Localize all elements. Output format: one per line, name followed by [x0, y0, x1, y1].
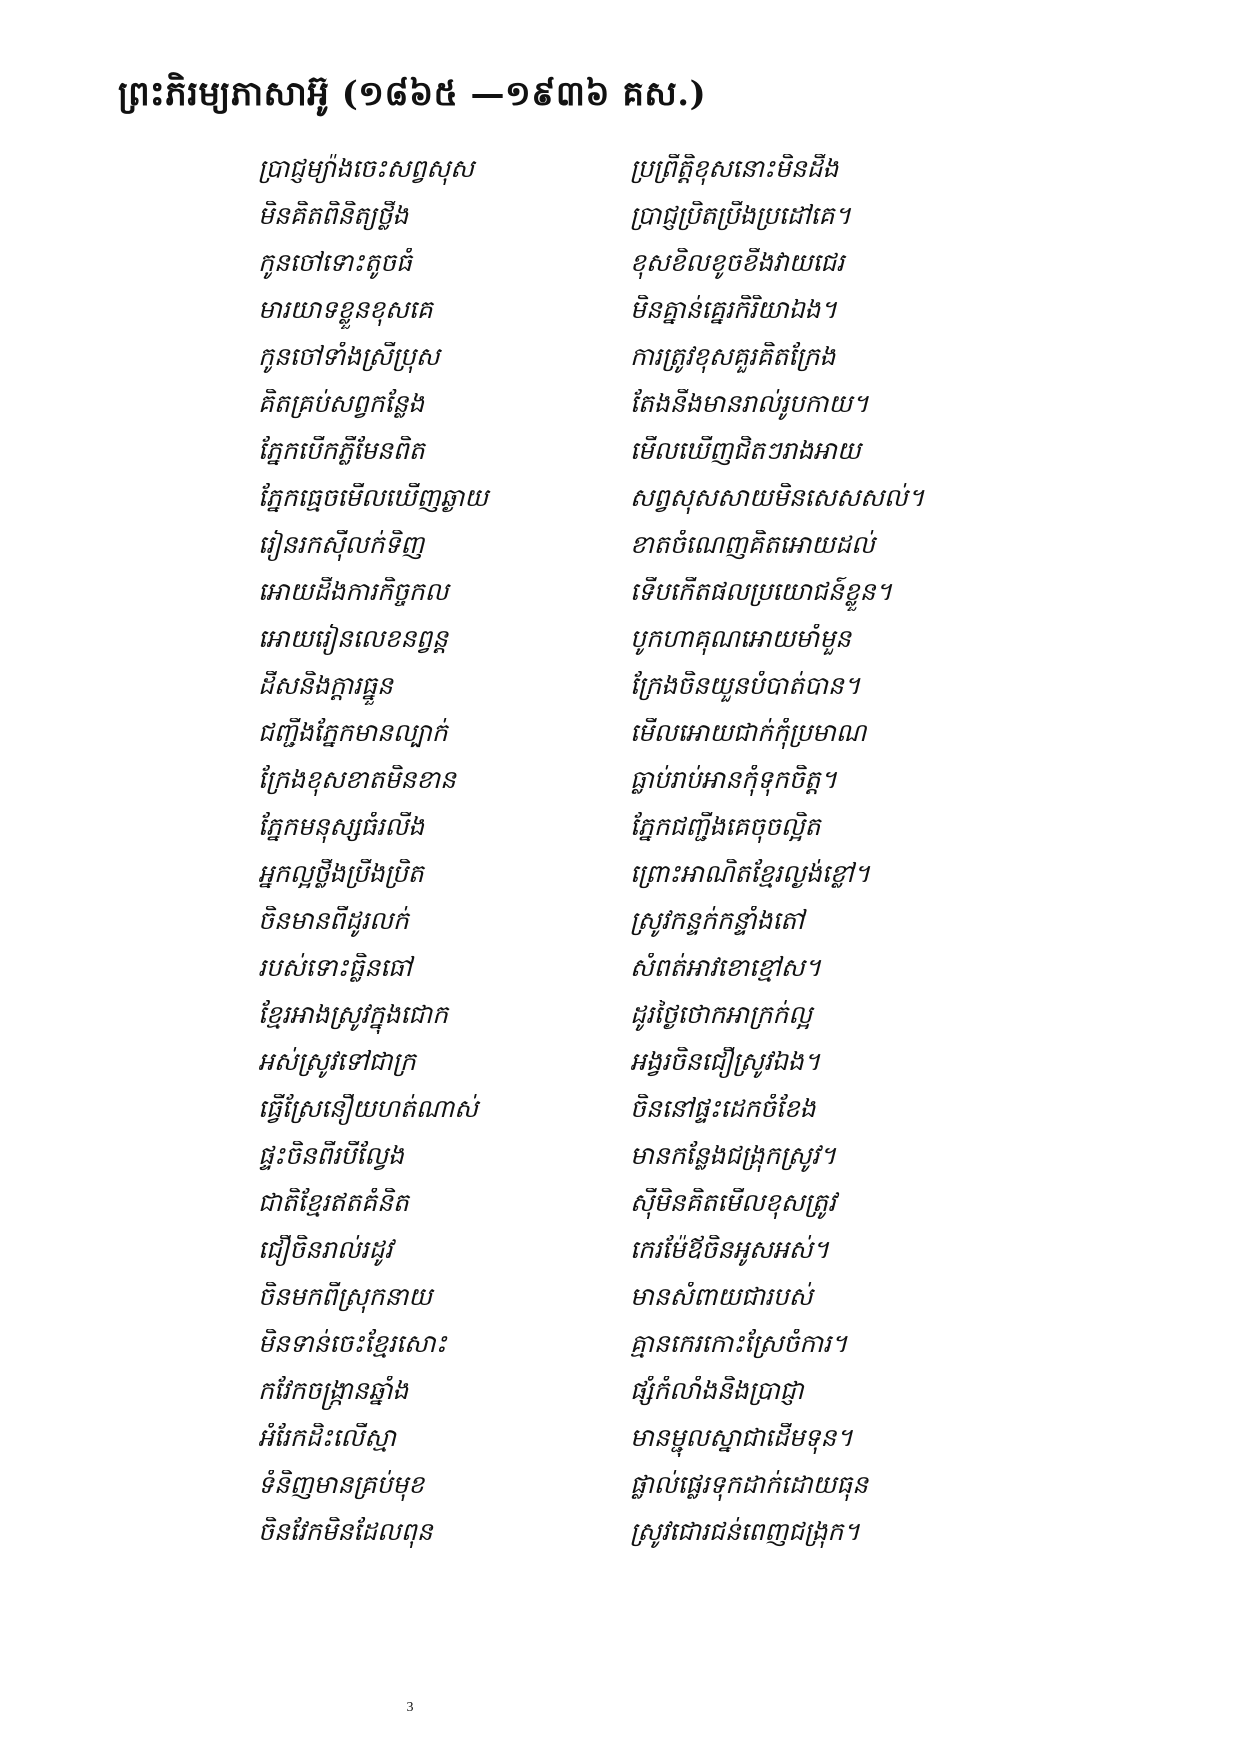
- verse-second-half: គ្មានកេរកោះស្រែចំការ។: [630, 1328, 848, 1358]
- page-title: ព្រះភិរម្យភាសាអ៊ូ (១៨៦៥ —១៩៣៦ គស.): [118, 74, 707, 114]
- verse-second-half: ខុសខិលខូចខឹងវាយជេរ: [630, 247, 845, 277]
- verse-second-half: សំពត់អាវខោខ្មៅស។: [630, 952, 822, 982]
- page-number: 3: [406, 1700, 414, 1715]
- verse-first-half: ចិនវែកមិនដែលពុន: [258, 1516, 433, 1546]
- verse-first-half: អំរែកដិះលើស្មា: [258, 1422, 396, 1452]
- verse-second-half: បូកហាគុណអោយមាំមួន: [630, 623, 851, 653]
- verse-line: [258, 1276, 978, 1323]
- verse-line: [258, 994, 978, 1041]
- verse-second-half: ប្រព្រឹត្តិខុសនោះមិនដឹង: [630, 153, 839, 183]
- verse-second-half: ស្រូវកន្ទក់កន្ទាំងតៅ: [630, 905, 805, 935]
- verse-second-half: ខាតចំណេញគិតអោយដល់: [630, 529, 875, 559]
- verse-second-half: ស្រូវជោរជន់ពេញជង្រុក។: [630, 1516, 860, 1546]
- verse-line: [258, 1041, 978, 1088]
- verse-second-half: សព្វសុសសាយមិនសេសសល់។: [630, 482, 925, 512]
- verse-line: [258, 571, 978, 618]
- verse-line: [258, 853, 978, 900]
- verse-second-half: ដូរថ្ងៃថោកអាក្រក់ល្អ: [630, 999, 813, 1029]
- verse-line: [258, 477, 978, 524]
- verse-first-half: មិនគិតពិនិត្យថ្លឹង: [258, 200, 409, 230]
- verse-second-half: អង្វរចិនជឿស្រូវឯង។: [630, 1046, 821, 1076]
- verse-line: [258, 1229, 978, 1276]
- verse-second-half: មានកន្លែងជង្រុកស្រូវ។: [630, 1140, 836, 1170]
- verse-line: [258, 947, 978, 994]
- verse-second-half: មានសំពាយជារបស់: [630, 1281, 813, 1311]
- verse-second-half: ផ្សំកំលាំងនិងប្រាជ្ញា: [630, 1375, 804, 1405]
- verse-line: [258, 289, 978, 336]
- verse-first-half: ដីសនិងក្ដារធ្នួន: [258, 670, 393, 700]
- verse-line: [258, 195, 978, 242]
- verse-first-half: អ្នកល្អថ្លឹងប្រឹងប្រិត: [258, 858, 424, 888]
- verse-first-half: ជឿចិនរាល់រដូវ: [258, 1234, 393, 1264]
- verse-line: [258, 1088, 978, 1135]
- verse-second-half: ផ្លាល់ផ្លេរទុកដាក់ដោយធុន: [630, 1469, 869, 1499]
- verse-first-half: កូនចៅទាំងស្រីប្រុស: [258, 341, 440, 371]
- verse-first-half: ក្រែងខុសខាតមិនខាន: [258, 764, 456, 794]
- verse-second-half: កេរម៉ែឪចិនអូសអស់។: [630, 1234, 829, 1264]
- verse-first-half: អោយដឹងការកិច្ចកល: [258, 576, 449, 606]
- verse-line: [258, 618, 978, 665]
- verse-first-half: កូនចៅទោះតូចធំ: [258, 247, 412, 277]
- verse-line: [258, 712, 978, 759]
- verse-line: [258, 430, 978, 477]
- verse-line: [258, 1511, 978, 1558]
- verse-second-half: ចិននៅផ្ទះដេកចំខែង: [630, 1093, 816, 1123]
- verse-second-half: មើលអោយជាក់កុំប្រមាណ: [630, 717, 867, 747]
- verse-line: [258, 665, 978, 712]
- verse-second-half: ការត្រូវខុសគួរគិតក្រែង: [630, 341, 836, 371]
- verse-first-half: ផ្ទះចិនពីរបីល្វែង: [258, 1140, 404, 1170]
- poem-body: [258, 148, 978, 1558]
- verse-line: [258, 242, 978, 289]
- verse-second-half: ក្រែងចិនយួនបំបាត់បាន។: [630, 670, 861, 700]
- verse-line: [258, 900, 978, 947]
- verse-first-half: ខ្មែរអាងស្រូវក្នុងជោក: [258, 999, 448, 1029]
- verse-line: [258, 148, 978, 195]
- verse-second-half: ប្រាជ្ញប្រិតប្រឹងប្រដៅគេ។: [630, 200, 851, 230]
- verse-line: [258, 759, 978, 806]
- verse-second-half: មិនគ្នាន់គ្នេរកិរិយាឯង។: [630, 294, 837, 324]
- verse-first-half: អោយរៀនលេខនព្វន្ត: [258, 623, 448, 653]
- verse-line: [258, 524, 978, 571]
- verse-second-half: មើលឃើញជិតៗរាងអាយ: [630, 435, 861, 465]
- verse-first-half: ចិនមានពីដូរលក់: [258, 905, 409, 935]
- verse-first-half: ភ្នែកមនុស្សធំរលីង: [258, 811, 425, 841]
- verse-first-half: ភ្នែកបើកភ្លឺមែនពិត: [258, 435, 425, 465]
- verse-first-half: មារយាទខ្លួនខុសគេ: [258, 294, 433, 324]
- verse-line: [258, 1135, 978, 1182]
- verse-first-half: ទំនិញមានគ្រប់មុខ: [258, 1469, 425, 1499]
- verse-line: [258, 1464, 978, 1511]
- verse-second-half: ស៊ីមិនគិតមើលខុសត្រូវ: [630, 1187, 836, 1217]
- verse-first-half: គិតគ្រប់សព្វកន្លែង: [258, 388, 425, 418]
- verse-line: [258, 336, 978, 383]
- verse-second-half: តែងនឹងមានរាល់រូបកាយ។: [630, 388, 869, 418]
- verse-first-half: មិនទាន់ចេះខ្មែរសោះ: [258, 1328, 447, 1358]
- verse-second-half: ទើបកើតផលប្រយោជន៍ខ្លួន។: [630, 576, 892, 606]
- verse-first-half: ជាតិខ្មែរឥតគំនិត: [258, 1187, 409, 1217]
- verse-line: [258, 1417, 978, 1464]
- verse-first-half: រៀនរកស៊ីលក់ទិញ: [258, 529, 425, 559]
- verse-second-half: ធ្លាប់រាប់អានកុំទុកចិត្ត។: [630, 764, 837, 794]
- verse-second-half: ភ្នែកជញ្ជីងគេចុចល្អិត: [630, 811, 821, 841]
- verse-line: [258, 1370, 978, 1417]
- verse-first-half: ភ្នែកធ្មេចមើលឃើញឆ្ងាយ: [258, 482, 489, 512]
- verse-first-half: របស់ទោះធ្លិនធៅ: [258, 952, 412, 982]
- verse-second-half: ព្រោះអាណិតខ្មែរល្ងង់ខ្លៅ។: [630, 858, 870, 888]
- verse-line: [258, 1182, 978, 1229]
- verse-line: [258, 1323, 978, 1370]
- verse-first-half: ធ្វើស្រែនឿយហត់ណាស់: [258, 1093, 478, 1123]
- verse-first-half: ចិនមកពីស្រុកនាយ: [258, 1281, 433, 1311]
- verse-second-half: មានម្ជុលស្នាជាដើមទុន។: [630, 1422, 853, 1452]
- verse-first-half: ប្រាជ្ញម្យ៉ាងចេះសព្វសុស: [258, 153, 474, 183]
- verse-first-half: កវែកចង្រ្កានឆ្នាំង: [258, 1375, 409, 1405]
- verse-line: [258, 806, 978, 853]
- verse-line: [258, 383, 978, 430]
- verse-first-half: ជញ្ជីងភ្នែកមានល្បាក់: [258, 717, 448, 747]
- verse-first-half: អស់ស្រូវទៅជាក្រ: [258, 1046, 416, 1076]
